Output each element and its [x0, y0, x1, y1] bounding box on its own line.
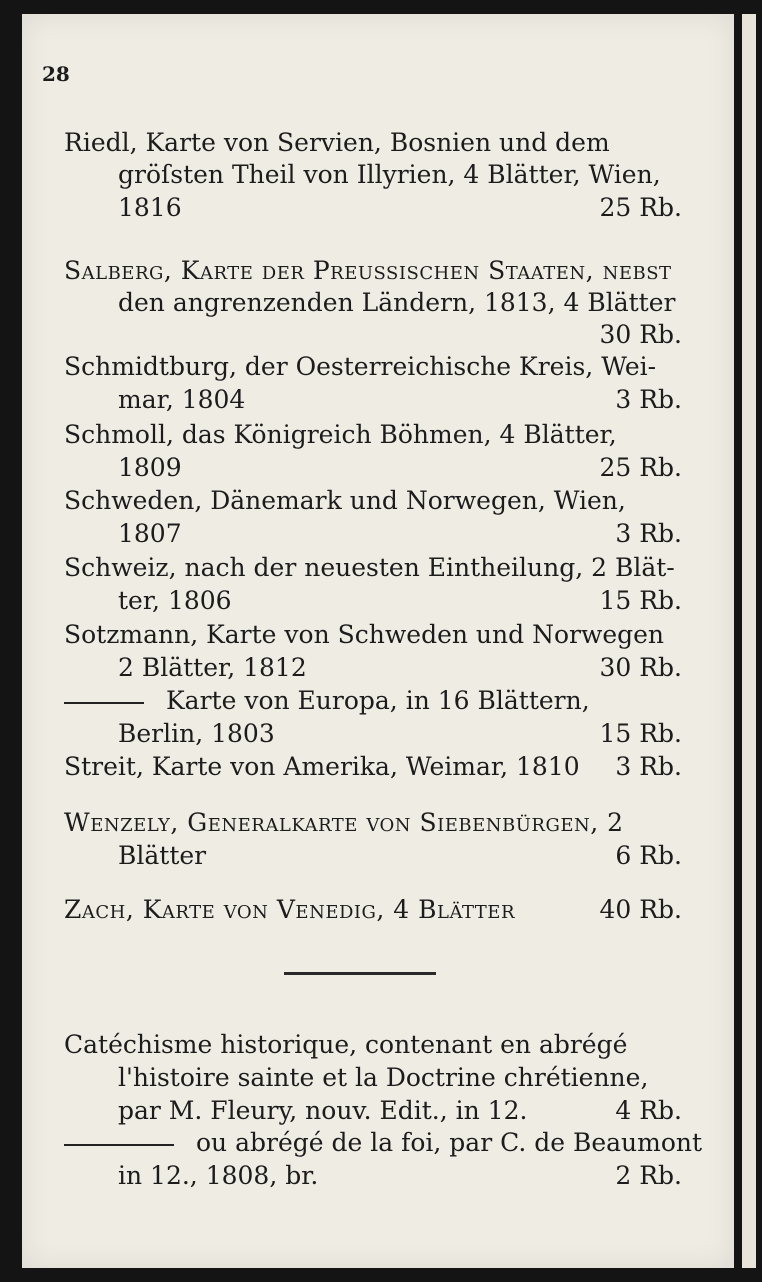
entry-schmoll-price: 25 Rb.	[599, 453, 682, 482]
entry-schweiz-line2: ter, 1806	[118, 586, 232, 615]
entry-schmoll-line1: Schmoll, das Königreich Böhmen, 4 Blätter,	[64, 420, 617, 449]
entry-riedl-line1: Riedl, Karte von Servien, Bosnien und dem	[64, 128, 610, 157]
entry-schweden-line2: 1807	[118, 519, 182, 548]
entry-abrege-price: 2 Rb.	[615, 1161, 682, 1190]
entry-sotzmann-price: 30 Rb.	[599, 653, 682, 682]
entry-catechisme-line2: l'histoire sainte et la Doctrine chrétienne,	[118, 1063, 649, 1092]
entry-schmoll-line2: 1809	[118, 453, 182, 482]
entry-sotzmann-line1: Sotzmann, Karte von Schweden und Norwegen	[64, 620, 665, 649]
entry-zach-line1: Zach, Karte von Venedig, 4 Blätter	[64, 895, 516, 924]
entry-schmidtburg-line2: mar, 1804	[118, 385, 246, 414]
entry-wenzely-price: 6 Rb.	[615, 841, 682, 870]
entry-wenzely-line2: Blätter	[118, 841, 207, 870]
entry-zach-price: 40 Rb.	[599, 895, 682, 924]
entry-abrege-line2: in 12., 1808, br.	[118, 1161, 319, 1190]
entry-catechisme-line3: par M. Fleury, nouv. Edit., in 12.	[118, 1096, 528, 1125]
page-number: 28	[42, 62, 70, 86]
entry-streit-line1: Streit, Karte von Amerika, Weimar, 1810	[64, 752, 580, 781]
entry-streit-price: 3 Rb.	[615, 752, 682, 781]
entry-schmidtburg-price: 3 Rb.	[615, 385, 682, 414]
entry-schweden-line1: Schweden, Dänemark und Norwegen, Wien,	[64, 486, 626, 515]
entry-sotzmann-line2: 2 Blätter, 1812	[118, 653, 307, 682]
entry-catechisme-line1: Catéchisme historique, contenant en abrégé	[64, 1030, 628, 1059]
page-edge	[742, 14, 756, 1268]
entry-europa-line1	[64, 686, 590, 716]
entry-salberg-line2: den angrenzenden Ländern, 1813, 4 Blätter	[118, 288, 676, 317]
entry-europa-title: Karte von Europa, in 16 Blättern,	[166, 686, 590, 715]
entry-salberg-line1: Salberg, Karte der Preussischen Staaten, nebst	[64, 256, 672, 285]
entry-catechisme-price: 4 Rb.	[615, 1096, 682, 1125]
section-divider	[284, 972, 436, 975]
entry-wenzely-line1: Wenzely, Generalkarte von Siebenbürgen, 2	[64, 808, 624, 837]
entry-riedl-line3: 1816	[118, 193, 182, 222]
ditto-rule	[64, 1144, 174, 1146]
entry-riedl-price: 25 Rb.	[599, 193, 682, 222]
entry-schmidtburg-line1: Schmidtburg, der Oesterreichische Kreis, Wei-	[64, 352, 657, 381]
entry-riedl-line2: gröſsten Theil von Illyrien, 4 Blätter, Wien,	[118, 160, 661, 189]
entry-schweden-price: 3 Rb.	[615, 519, 682, 548]
entry-schweiz-price: 15 Rb.	[599, 586, 682, 615]
entry-abrege-line1	[64, 1128, 702, 1158]
entry-salberg-price: 30 Rb.	[599, 320, 682, 349]
entry-schweiz-line1: Schweiz, nach der neuesten Eintheilung, 2 Blät-	[64, 553, 675, 582]
entry-europa-line2: Berlin, 1803	[118, 719, 275, 748]
ditto-rule	[64, 702, 144, 704]
entry-abrege-title: ou abrégé de la foi, par C. de Beaumont	[196, 1128, 703, 1157]
entry-europa-price: 15 Rb.	[599, 719, 682, 748]
